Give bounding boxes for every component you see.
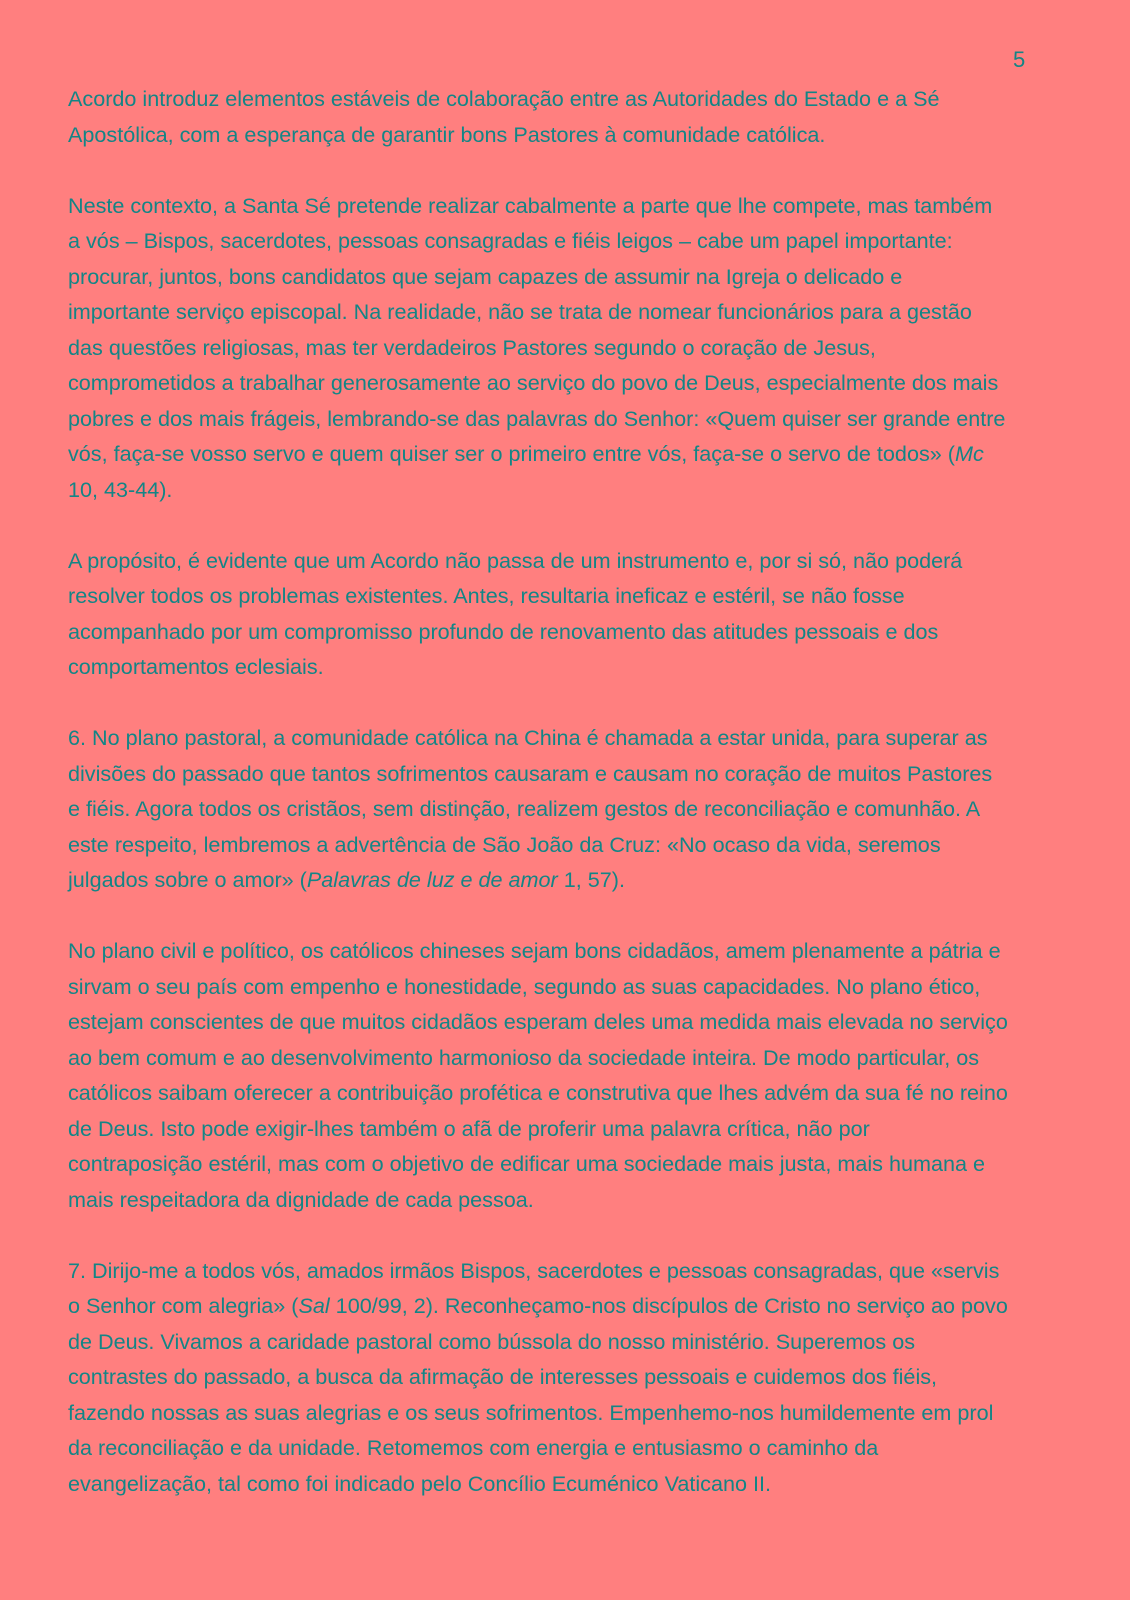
text-line <box>68 862 1068 898</box>
text-line: a vós – Bispos, sacerdotes, pessoas consagradas e fiéis leigos – cabe um papel importante: <box>68 228 953 253</box>
text-line: e fiéis. Agora todos os cristãos, sem distinção, realizem gestos de reconciliação e comunhão. A <box>68 796 981 821</box>
text-line: comprometidos a trabalhar generosamente ao serviço do povo de Deus, especialmente dos mais <box>68 370 999 395</box>
text-line: fazendo nossas as suas alegrias e os seus sofrimentos. Empenhemo-nos humildemente em prol <box>68 1399 994 1425</box>
text-line: 6. No plano pastoral, a comunidade católica na China é chamada a estar unida, para superar as <box>68 725 988 750</box>
paragraph <box>68 720 1068 898</box>
citation-italic: Sal <box>298 1293 330 1318</box>
text-line: contraposição estéril, mas com o objetivo de edificar uma sociedade mais justa, mais humana e <box>68 1151 985 1176</box>
text-line: católicos saibam oferecer a contribuição profética e construtiva que lhes advém da sua fé no reino <box>68 1080 1008 1105</box>
text-line: este respeito, lembremos a advertência de São João da Cruz: «No ocaso da vida, seremos <box>68 831 941 857</box>
text-line: evangelização, tal como foi indicado pelo Concílio Ecuménico Vaticano II. <box>68 1470 771 1496</box>
text-line: de Deus. Isto pode exigir-lhes também o afã de proferir uma palavra crítica, não por <box>68 1115 870 1141</box>
text-line: mais respeitadora da dignidade de cada pessoa. <box>68 1186 534 1212</box>
text-line: 7. Dirijo-me a todos vós, amados irmãos Bispos, sacerdotes e pessoas consagradas, que «servis <box>68 1257 1000 1283</box>
citation-italic: Mc <box>954 441 984 466</box>
paragraph <box>68 933 1068 1217</box>
citation-italic: Palavras de luz e de amor <box>306 867 558 892</box>
text-segment: vós, faça-se vosso servo e quem quiser ser o primeiro entre vós, faça-se o servo de todos» ( <box>68 441 955 466</box>
paragraph <box>68 81 1068 152</box>
text-line: divisões do passado que tantos sofrimentos causaram e causam no coração de muitos Pastores <box>68 760 993 786</box>
text-line: Neste contexto, a Santa Sé pretende realizar cabalmente a parte que lhe compete, mas também <box>68 192 993 218</box>
text-line: importante serviço episcopal. Na realidade, não se trata de nomear funcionários para a gestão <box>68 299 972 324</box>
text-segment: 1, 57). <box>557 867 625 892</box>
paragraph <box>68 188 1068 508</box>
text-line: Apostólica, com a esperança de garantir bons Pastores à comunidade católica. <box>68 121 826 147</box>
text-line: das questões religiosas, mas ter verdadeiros Pastores segundo o coração de Jesus, <box>68 334 876 360</box>
text-segment: o Senhor com alegria» ( <box>68 1293 299 1318</box>
text-line: resolver todos os problemas existentes. Antes, resultaria ineficaz e estéril, se não fosse <box>68 583 905 608</box>
text-line: contrastes do passado, a busca da afirmação de interesses pessoais e cuidemos dos fiéis, <box>68 1364 938 1389</box>
text-line: A propósito, é evidente que um Acordo não passa de um instrumento e, por si só, não poderá <box>68 547 963 573</box>
text-line: estejam conscientes de que muitos cidadãos esperam deles uma medida mais elevada no serviço <box>68 1009 1008 1034</box>
text-line: No plano civil e político, os católicos chineses sejam bons cidadãos, amem plenamente a pátria e <box>68 938 1001 963</box>
paragraph <box>68 1253 1068 1502</box>
text-line <box>68 1288 1068 1324</box>
document-body <box>68 81 1068 1537</box>
text-segment: julgados sobre o amor» ( <box>68 867 307 892</box>
text-line: 10, 43-44). <box>68 476 173 502</box>
text-line: pobres e dos mais frágeis, lembrando-se das palavras do Senhor: «Quem quiser ser grande entre <box>68 405 1006 431</box>
text-line: procurar, juntos, bons candidatos que sejam capazes de assumir na Igreja o delicado e <box>68 263 903 289</box>
paragraph <box>68 543 1068 685</box>
text-line: da reconciliação e da unidade. Retomemos com energia e entusiasmo o caminho da <box>68 1435 879 1460</box>
text-line: sirvam o seu país com empenho e honestidade, segundo as suas capacidades. No plano ético, <box>68 973 981 999</box>
text-line: ao bem comum e ao desenvolvimento harmonioso da sociedade inteira. De modo particular, os <box>68 1044 980 1070</box>
text-line: comportamentos eclesiais. <box>68 654 324 679</box>
text-line <box>68 436 1068 472</box>
text-segment: 100/99, 2). Reconheçamo-nos discípulos de Cristo no serviço ao povo <box>329 1293 1008 1318</box>
page-number: 5 <box>1013 47 1026 72</box>
text-line: acompanhado por um compromisso profundo de renovamento das atitudes pessoais e dos <box>68 618 939 644</box>
text-line: de Deus. Vivamos a caridade pastoral como bússola do nosso ministério. Superemos os <box>68 1328 915 1354</box>
text-line: Acordo introduz elementos estáveis de colaboração entre as Autoridades do Estado e a Sé <box>68 86 940 111</box>
